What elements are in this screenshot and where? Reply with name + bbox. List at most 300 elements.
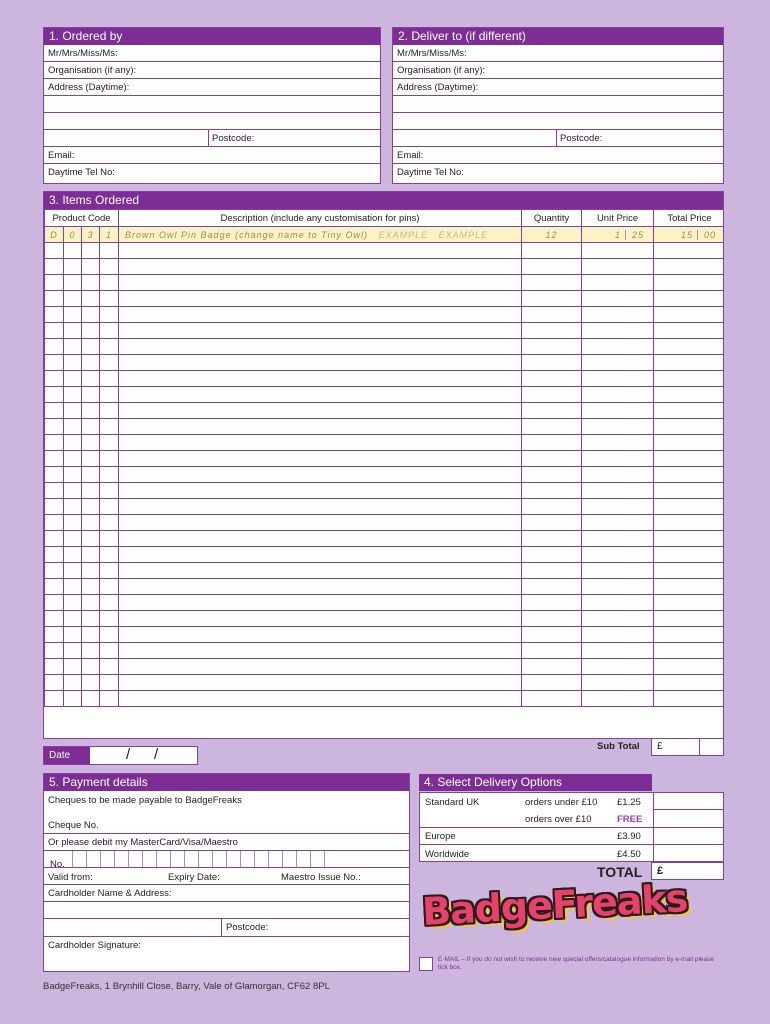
item-cell[interactable] <box>82 451 100 467</box>
item-cell[interactable] <box>522 275 582 291</box>
item-cell[interactable] <box>654 611 724 627</box>
card-digit-box[interactable] <box>100 851 114 867</box>
item-cell[interactable] <box>119 691 522 707</box>
deliver-to-address-line-3[interactable] <box>393 113 723 130</box>
item-cell[interactable] <box>100 387 119 403</box>
item-cell[interactable] <box>45 435 64 451</box>
item-cell[interactable] <box>119 419 522 435</box>
item-cell[interactable] <box>100 355 119 371</box>
item-row[interactable] <box>45 483 725 499</box>
item-row[interactable] <box>45 499 725 515</box>
item-cell[interactable] <box>582 675 654 691</box>
item-row[interactable] <box>45 291 725 307</box>
item-cell[interactable] <box>522 467 582 483</box>
delivery-select-worldwide[interactable] <box>654 845 723 861</box>
item-cell[interactable] <box>82 387 100 403</box>
card-digit-box[interactable] <box>198 851 212 867</box>
item-row[interactable] <box>45 579 725 595</box>
item-cell[interactable] <box>100 691 119 707</box>
item-row[interactable] <box>45 643 725 659</box>
item-cell[interactable] <box>45 467 64 483</box>
item-row[interactable] <box>45 435 725 451</box>
item-cell[interactable] <box>654 659 724 675</box>
item-row[interactable] <box>45 595 725 611</box>
item-cell[interactable] <box>582 323 654 339</box>
item-cell[interactable] <box>64 611 82 627</box>
card-digit-box[interactable] <box>212 851 226 867</box>
item-cell[interactable] <box>82 291 100 307</box>
item-cell[interactable] <box>45 563 64 579</box>
item-cell[interactable] <box>100 467 119 483</box>
item-row[interactable] <box>45 419 725 435</box>
item-cell[interactable] <box>119 435 522 451</box>
card-digit-box[interactable] <box>254 851 268 867</box>
item-cell[interactable] <box>582 627 654 643</box>
item-cell[interactable] <box>119 467 522 483</box>
item-cell[interactable] <box>64 675 82 691</box>
item-cell[interactable] <box>82 339 100 355</box>
item-cell[interactable] <box>45 403 64 419</box>
item-cell[interactable] <box>82 515 100 531</box>
item-cell[interactable] <box>64 435 82 451</box>
item-cell[interactable] <box>522 435 582 451</box>
item-cell[interactable] <box>64 371 82 387</box>
item-cell[interactable] <box>45 515 64 531</box>
card-digit-box[interactable] <box>156 851 170 867</box>
item-cell[interactable] <box>522 323 582 339</box>
item-cell[interactable] <box>100 531 119 547</box>
item-cell[interactable] <box>64 355 82 371</box>
item-cell[interactable] <box>64 467 82 483</box>
item-cell[interactable] <box>100 243 119 259</box>
item-cell[interactable] <box>119 659 522 675</box>
item-cell[interactable] <box>119 339 522 355</box>
item-cell[interactable] <box>522 579 582 595</box>
item-cell[interactable] <box>582 515 654 531</box>
item-cell[interactable] <box>654 643 724 659</box>
item-cell[interactable] <box>45 419 64 435</box>
card-digit-box[interactable] <box>128 851 142 867</box>
deliver-to-name-field[interactable] <box>393 45 723 62</box>
item-cell[interactable] <box>654 627 724 643</box>
item-cell[interactable] <box>119 563 522 579</box>
item-cell[interactable] <box>82 307 100 323</box>
item-cell[interactable] <box>100 547 119 563</box>
item-row[interactable] <box>45 275 725 291</box>
item-cell[interactable] <box>82 547 100 563</box>
item-cell[interactable] <box>100 435 119 451</box>
item-cell[interactable] <box>582 643 654 659</box>
ordered-by-address-line-2[interactable] <box>44 96 380 113</box>
item-cell[interactable] <box>45 339 64 355</box>
item-row[interactable] <box>45 515 725 531</box>
item-cell[interactable] <box>582 451 654 467</box>
item-cell[interactable] <box>45 659 64 675</box>
item-cell[interactable] <box>45 243 64 259</box>
item-cell[interactable] <box>100 627 119 643</box>
item-cell[interactable] <box>45 547 64 563</box>
item-cell[interactable] <box>64 531 82 547</box>
item-cell[interactable] <box>82 243 100 259</box>
item-row[interactable] <box>45 371 725 387</box>
item-cell[interactable] <box>654 675 724 691</box>
item-cell[interactable] <box>582 611 654 627</box>
item-cell[interactable] <box>522 403 582 419</box>
item-cell[interactable] <box>522 339 582 355</box>
item-cell[interactable] <box>582 547 654 563</box>
card-digit-box[interactable] <box>324 851 338 867</box>
item-row[interactable] <box>45 675 725 691</box>
card-digit-box[interactable] <box>240 851 254 867</box>
subtotal-box[interactable] <box>651 738 724 756</box>
item-cell[interactable] <box>64 291 82 307</box>
item-cell[interactable] <box>654 355 724 371</box>
item-cell[interactable] <box>654 323 724 339</box>
item-cell[interactable] <box>582 371 654 387</box>
deliver-to-address-field[interactable] <box>393 79 723 96</box>
delivery-select-europe[interactable] <box>654 828 723 844</box>
item-cell[interactable] <box>522 387 582 403</box>
item-cell[interactable] <box>522 499 582 515</box>
item-cell[interactable] <box>582 467 654 483</box>
item-cell[interactable] <box>119 243 522 259</box>
item-cell[interactable] <box>45 291 64 307</box>
item-cell[interactable] <box>582 355 654 371</box>
item-cell[interactable] <box>100 563 119 579</box>
item-cell[interactable] <box>582 339 654 355</box>
card-digit-box[interactable] <box>170 851 184 867</box>
item-row[interactable] <box>45 691 725 707</box>
item-cell[interactable] <box>582 243 654 259</box>
item-row[interactable] <box>45 547 725 563</box>
item-cell[interactable] <box>64 691 82 707</box>
card-digit-box[interactable] <box>142 851 156 867</box>
item-row[interactable] <box>45 563 725 579</box>
item-row[interactable] <box>45 659 725 675</box>
item-cell[interactable] <box>82 611 100 627</box>
deliver-to-postcode-row[interactable] <box>393 130 723 147</box>
item-cell[interactable] <box>82 691 100 707</box>
item-cell[interactable] <box>45 323 64 339</box>
item-cell[interactable] <box>82 259 100 275</box>
item-cell[interactable] <box>82 483 100 499</box>
item-cell[interactable] <box>82 403 100 419</box>
item-cell[interactable] <box>100 275 119 291</box>
valid-from-label[interactable]: Valid from: <box>48 872 93 883</box>
item-cell[interactable] <box>100 659 119 675</box>
item-cell[interactable] <box>100 499 119 515</box>
item-row[interactable] <box>45 451 725 467</box>
payment-postcode-label[interactable]: Postcode: <box>226 922 269 933</box>
item-cell[interactable] <box>654 243 724 259</box>
item-cell[interactable] <box>45 275 64 291</box>
item-cell[interactable] <box>100 643 119 659</box>
item-cell[interactable] <box>654 291 724 307</box>
item-cell[interactable] <box>654 307 724 323</box>
item-row[interactable] <box>45 467 725 483</box>
item-cell[interactable] <box>82 355 100 371</box>
item-row[interactable] <box>45 403 725 419</box>
card-digit-box[interactable] <box>184 851 198 867</box>
item-cell[interactable] <box>100 323 119 339</box>
ordered-by-name-field[interactable] <box>44 45 380 62</box>
deliver-to-address-line-2[interactable] <box>393 96 723 113</box>
item-cell[interactable] <box>522 291 582 307</box>
item-cell[interactable] <box>100 419 119 435</box>
item-cell[interactable] <box>45 643 64 659</box>
item-cell[interactable] <box>522 531 582 547</box>
item-cell[interactable] <box>582 579 654 595</box>
item-cell[interactable] <box>64 275 82 291</box>
item-cell[interactable] <box>45 611 64 627</box>
item-cell[interactable] <box>100 403 119 419</box>
item-cell[interactable] <box>100 579 119 595</box>
item-cell[interactable] <box>522 307 582 323</box>
item-cell[interactable] <box>654 563 724 579</box>
item-cell[interactable] <box>654 275 724 291</box>
item-cell[interactable] <box>45 259 64 275</box>
item-cell[interactable] <box>654 451 724 467</box>
item-cell[interactable] <box>654 579 724 595</box>
item-cell[interactable] <box>119 403 522 419</box>
item-cell[interactable] <box>119 483 522 499</box>
email-optout-checkbox[interactable] <box>419 957 433 971</box>
item-cell[interactable] <box>45 483 64 499</box>
item-cell[interactable] <box>100 515 119 531</box>
item-cell[interactable] <box>119 595 522 611</box>
item-cell[interactable] <box>100 339 119 355</box>
item-cell[interactable] <box>119 499 522 515</box>
item-cell[interactable] <box>45 355 64 371</box>
item-cell[interactable] <box>119 515 522 531</box>
item-cell[interactable] <box>64 595 82 611</box>
item-cell[interactable] <box>654 595 724 611</box>
item-cell[interactable] <box>45 499 64 515</box>
item-cell[interactable] <box>654 387 724 403</box>
item-cell[interactable] <box>64 403 82 419</box>
item-cell[interactable] <box>119 451 522 467</box>
item-cell[interactable] <box>522 419 582 435</box>
item-cell[interactable] <box>100 307 119 323</box>
item-cell[interactable] <box>654 403 724 419</box>
ordered-by-postcode-row[interactable] <box>44 130 380 147</box>
item-cell[interactable] <box>100 675 119 691</box>
item-cell[interactable] <box>582 403 654 419</box>
item-cell[interactable] <box>582 595 654 611</box>
item-cell[interactable] <box>45 387 64 403</box>
item-cell[interactable] <box>654 467 724 483</box>
item-cell[interactable] <box>64 659 82 675</box>
item-cell[interactable] <box>522 611 582 627</box>
signature-label[interactable]: Cardholder Signature: <box>48 940 141 951</box>
item-cell[interactable] <box>64 627 82 643</box>
item-cell[interactable] <box>654 435 724 451</box>
item-cell[interactable] <box>582 387 654 403</box>
item-cell[interactable] <box>522 259 582 275</box>
item-cell[interactable] <box>522 547 582 563</box>
cardholder-label[interactable]: Cardholder Name & Address: <box>48 888 172 899</box>
item-cell[interactable] <box>82 563 100 579</box>
item-cell[interactable] <box>64 387 82 403</box>
item-cell[interactable] <box>654 339 724 355</box>
deliver-to-tel-field[interactable] <box>393 164 723 181</box>
item-row[interactable] <box>45 307 725 323</box>
card-digit-box[interactable] <box>86 851 100 867</box>
item-cell[interactable] <box>64 515 82 531</box>
item-cell[interactable] <box>64 339 82 355</box>
item-cell[interactable] <box>654 483 724 499</box>
item-cell[interactable] <box>82 435 100 451</box>
item-cell[interactable] <box>45 579 64 595</box>
item-cell[interactable] <box>522 563 582 579</box>
item-cell[interactable] <box>64 483 82 499</box>
item-cell[interactable] <box>45 451 64 467</box>
deliver-to-email-field[interactable] <box>393 147 723 164</box>
item-cell[interactable] <box>522 659 582 675</box>
item-cell[interactable] <box>654 691 724 707</box>
item-cell[interactable] <box>119 355 522 371</box>
card-digit-box[interactable] <box>310 851 324 867</box>
card-digit-box[interactable] <box>282 851 296 867</box>
item-cell[interactable] <box>119 547 522 563</box>
item-cell[interactable] <box>82 275 100 291</box>
item-cell[interactable] <box>100 451 119 467</box>
item-cell[interactable] <box>82 419 100 435</box>
item-cell[interactable] <box>45 627 64 643</box>
item-cell[interactable] <box>82 643 100 659</box>
item-cell[interactable] <box>654 419 724 435</box>
item-cell[interactable] <box>522 643 582 659</box>
item-cell[interactable] <box>522 515 582 531</box>
item-cell[interactable] <box>100 611 119 627</box>
item-cell[interactable] <box>45 691 64 707</box>
card-digit-box[interactable] <box>72 851 86 867</box>
item-row[interactable] <box>45 627 725 643</box>
item-cell[interactable] <box>119 323 522 339</box>
item-row[interactable] <box>45 355 725 371</box>
item-row[interactable] <box>45 323 725 339</box>
item-cell[interactable] <box>522 627 582 643</box>
item-cell[interactable] <box>522 451 582 467</box>
card-number-field[interactable] <box>44 850 409 868</box>
ordered-by-tel-field[interactable] <box>44 164 380 181</box>
item-row[interactable] <box>45 387 725 403</box>
item-cell[interactable] <box>654 499 724 515</box>
item-cell[interactable] <box>82 627 100 643</box>
item-row[interactable] <box>45 531 725 547</box>
item-cell[interactable] <box>64 451 82 467</box>
item-cell[interactable] <box>82 371 100 387</box>
item-cell[interactable] <box>582 435 654 451</box>
expiry-label[interactable]: Expiry Date: <box>168 872 220 883</box>
item-cell[interactable] <box>45 531 64 547</box>
item-cell[interactable] <box>100 483 119 499</box>
deliver-to-org-field[interactable] <box>393 62 723 79</box>
item-cell[interactable] <box>654 259 724 275</box>
item-cell[interactable] <box>64 563 82 579</box>
item-cell[interactable] <box>119 579 522 595</box>
item-cell[interactable] <box>582 499 654 515</box>
item-cell[interactable] <box>100 291 119 307</box>
item-cell[interactable] <box>45 371 64 387</box>
item-cell[interactable] <box>119 643 522 659</box>
item-cell[interactable] <box>82 499 100 515</box>
item-cell[interactable] <box>82 659 100 675</box>
item-cell[interactable] <box>582 483 654 499</box>
item-cell[interactable] <box>64 579 82 595</box>
item-cell[interactable] <box>654 371 724 387</box>
item-cell[interactable] <box>582 307 654 323</box>
item-cell[interactable] <box>582 691 654 707</box>
card-digit-box[interactable] <box>226 851 240 867</box>
item-row[interactable] <box>45 243 725 259</box>
item-cell[interactable] <box>522 595 582 611</box>
item-cell[interactable] <box>119 307 522 323</box>
item-cell[interactable] <box>82 531 100 547</box>
item-cell[interactable] <box>582 419 654 435</box>
ordered-by-address-line-3[interactable] <box>44 113 380 130</box>
item-cell[interactable] <box>119 611 522 627</box>
item-cell[interactable] <box>582 659 654 675</box>
item-cell[interactable] <box>522 355 582 371</box>
item-cell[interactable] <box>100 595 119 611</box>
item-cell[interactable] <box>582 275 654 291</box>
item-cell[interactable] <box>82 675 100 691</box>
item-row[interactable] <box>45 339 725 355</box>
item-cell[interactable] <box>654 531 724 547</box>
item-cell[interactable] <box>654 515 724 531</box>
delivery-select-under10[interactable] <box>654 793 723 809</box>
item-cell[interactable] <box>522 691 582 707</box>
item-cell[interactable] <box>64 243 82 259</box>
item-cell[interactable] <box>64 547 82 563</box>
item-cell[interactable] <box>82 595 100 611</box>
ordered-by-address-field[interactable] <box>44 79 380 96</box>
item-cell[interactable] <box>119 371 522 387</box>
item-cell[interactable] <box>522 243 582 259</box>
item-cell[interactable] <box>119 387 522 403</box>
item-cell[interactable] <box>45 595 64 611</box>
item-cell[interactable] <box>522 371 582 387</box>
item-cell[interactable] <box>64 259 82 275</box>
card-digit-box[interactable] <box>268 851 282 867</box>
item-cell[interactable] <box>522 675 582 691</box>
item-cell[interactable] <box>119 291 522 307</box>
item-cell[interactable] <box>82 579 100 595</box>
item-cell[interactable] <box>582 259 654 275</box>
item-cell[interactable] <box>582 291 654 307</box>
item-cell[interactable] <box>45 675 64 691</box>
item-cell[interactable] <box>119 627 522 643</box>
date-field[interactable] <box>43 746 198 765</box>
item-cell[interactable] <box>119 675 522 691</box>
item-cell[interactable] <box>582 531 654 547</box>
item-row[interactable] <box>45 611 725 627</box>
card-digit-box[interactable] <box>114 851 128 867</box>
item-cell[interactable] <box>100 371 119 387</box>
item-row[interactable] <box>45 259 725 275</box>
item-cell[interactable] <box>45 307 64 323</box>
item-cell[interactable] <box>64 499 82 515</box>
item-cell[interactable] <box>522 483 582 499</box>
item-cell[interactable] <box>119 275 522 291</box>
item-cell[interactable] <box>654 547 724 563</box>
item-cell[interactable] <box>64 419 82 435</box>
maestro-label[interactable]: Maestro Issue No.: <box>281 872 361 883</box>
ordered-by-email-field[interactable] <box>44 147 380 164</box>
item-cell[interactable] <box>82 467 100 483</box>
item-cell[interactable] <box>64 323 82 339</box>
